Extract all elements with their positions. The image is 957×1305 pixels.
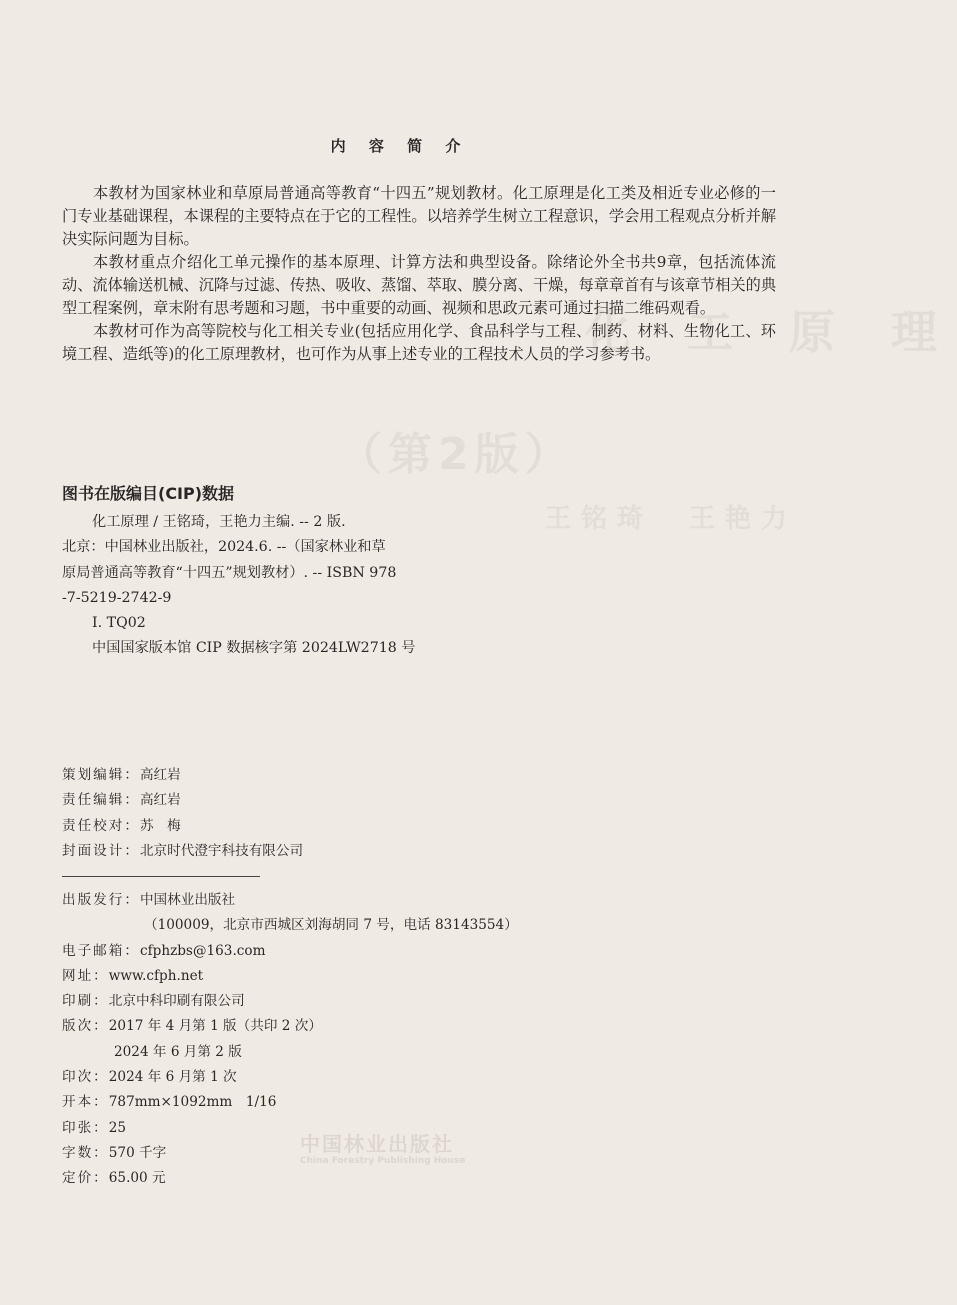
summary-paragraph: 本教材重点介绍化工单元操作的基本原理、计算方法和典型设备。除绪论外全书共9章，包括流体流动、流体输送机械、沉降与过滤、传热、吸收、蒸馏、萃取、膜分离、干燥，每章章首有与该章节相关的典型工程案例，章末附有思考题和习题，书中重要的动画、视频和思政元素可通过扫描二维码观看。 [62,253,776,317]
staff-value: 北京时代澄宇科技有限公司 [139,842,304,859]
price-row [62,1166,518,1191]
edition-value: 2017 年 4 月第 1 版（共印 2 次） [108,1018,322,1035]
show-through-cover-title: 化 工 原 理 [585,305,957,359]
content-summary [62,182,776,366]
publisher-row [62,888,518,913]
impression-row [62,1065,518,1090]
staff-label: 策划编辑： [62,767,140,783]
divider [62,876,260,877]
edition-label: 版次： [62,1018,109,1035]
email-label: 电子邮箱： [62,942,140,959]
staff-label: 封面设计： [62,842,140,859]
cip-line: 北京：中国林业出版社，2024.6. --（国家林业和草 [62,539,386,556]
format-label: 开本： [62,1094,109,1111]
format-value: 787mm×1092mm 1/16 [108,1094,277,1111]
summary-paragraph: 本教材为国家林业和草原局普通高等教育“十四五”规划教材。化工原理是化工类及相近专业必修的一门专业基础课程，本课程的主要特点在于它的工程性。以培养学生树立工程意识，学会用工程观点分析并解决实际问题为目标。 [62,184,776,248]
sheets-label: 印张： [62,1119,109,1136]
words-label: 字数： [62,1144,109,1161]
edition-row [62,1014,518,1039]
cip-line: Ⅰ. TQ02 [92,615,146,632]
staff-value: 苏 梅 [139,817,181,834]
email-row [62,939,518,964]
page-title: 内 容 简 介 [330,137,470,155]
address-row: （100009，北京市西城区刘海胡同 7 号，电话 83143554） [144,917,518,934]
staff-label: 责任校对： [62,817,140,834]
editorial-staff [62,763,303,864]
summary-paragraph: 本教材可作为高等院校与化工相关专业(包括应用化学、食品科学与工程、制药、材料、生物化工、环境工程、造纸等)的化工原理教材，也可作为从事上述专业的工程技术人员的学习参考书。 [62,322,776,363]
website-row [62,964,518,989]
impression-value: 2024 年 6 月第 1 次 [108,1069,237,1086]
cip-record [62,510,452,662]
show-through-publisher-logo-en: China Forestry Publishing House [300,1156,466,1166]
edition-row-2: 2024 年 6 月第 2 版 [114,1043,242,1060]
staff-label: 责任编辑： [62,792,140,809]
publication-info [62,888,518,1192]
staff-row [62,839,303,864]
staff-value: 高红岩 [139,767,181,783]
staff-row [62,788,303,813]
staff-row [62,814,303,839]
format-row [62,1090,518,1115]
website-value: www.cfph.net [108,967,204,984]
staff-row [62,763,303,788]
printer-label: 印刷： [62,993,109,1010]
website-label: 网址： [62,967,109,984]
words-value: 570 千字 [108,1144,167,1161]
staff-value: 高红岩 [139,792,181,809]
publisher-value: 中国林业出版社 [139,892,236,908]
email-value: cfphzbs@163.com [139,942,266,959]
sheets-row [62,1116,518,1141]
price-value: 65.00 元 [108,1170,166,1187]
impression-label: 印次： [62,1069,109,1086]
cip-line: 化工原理 / 王铭琦，王艳力主编. -- 2 版. [92,514,346,530]
publisher-label: 出版发行： [62,892,140,908]
printer-value: 北京中科印刷有限公司 [108,993,245,1010]
cip-line: 原局普通高等教育“十四五”规划教材）. -- ISBN 978 [62,564,397,581]
price-label: 定价： [62,1170,109,1187]
printer-row [62,989,518,1014]
cip-line: 中国国家版本馆 CIP 数据核字第 2024LW2718 号 [92,640,416,657]
show-through-cover-authors: 王铭琦 王艳力 [545,504,798,534]
cip-line: -7-5219-2742-9 [62,589,172,606]
words-row [62,1141,518,1166]
cip-heading: 图书在版编目(CIP)数据 [62,484,235,503]
show-through-publisher-logo: 中国林业出版社 [300,1132,454,1156]
show-through-cover-edition: （第2版） [338,429,575,480]
sheets-value: 25 [108,1119,127,1136]
